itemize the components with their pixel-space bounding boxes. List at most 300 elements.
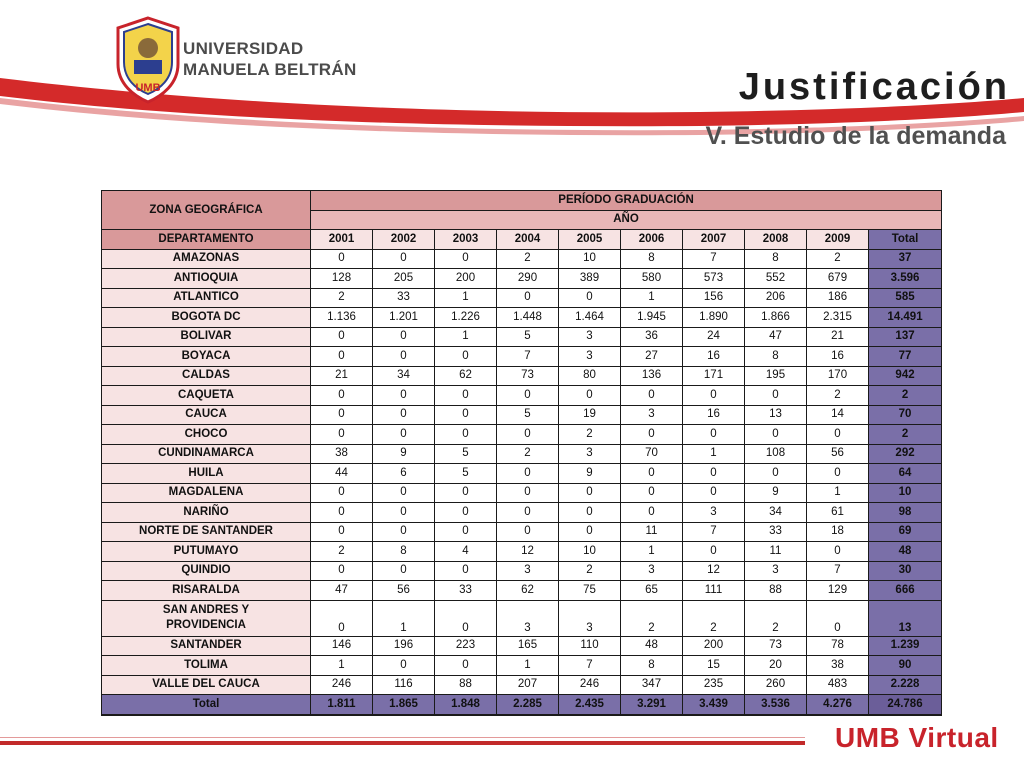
table-cell: 88	[435, 675, 497, 695]
table-cell: 47	[745, 327, 807, 347]
table-cell: 0	[559, 503, 621, 523]
table-row	[102, 600, 942, 636]
table-cell: 0	[745, 425, 807, 445]
table-cell: 223	[435, 636, 497, 656]
table-cell: 580	[621, 269, 683, 289]
table-row	[102, 444, 942, 464]
table-cell: 0	[435, 405, 497, 425]
table-header-row-1	[102, 191, 942, 211]
table-cell: 0	[373, 522, 435, 542]
department-name: BOYACA	[102, 347, 311, 367]
year-header-2002: 2002	[373, 230, 435, 250]
table-cell: 7	[559, 656, 621, 676]
table-cell: 5	[497, 327, 559, 347]
table-cell: 38	[311, 444, 373, 464]
row-total-cell: 1.239	[869, 636, 942, 656]
table-cell: 108	[745, 444, 807, 464]
table-cell: 3	[559, 327, 621, 347]
table-cell: 2	[807, 386, 869, 406]
table-cell: 0	[497, 503, 559, 523]
table-cell: 246	[559, 675, 621, 695]
table-cell: 552	[745, 269, 807, 289]
department-name: SANTANDER	[102, 636, 311, 656]
table-cell: 1.448	[497, 308, 559, 328]
table-cell: 0	[373, 327, 435, 347]
table-row	[102, 288, 942, 308]
table-cell: 0	[621, 464, 683, 484]
departamento-header: DEPARTAMENTO	[102, 230, 311, 250]
table-cell: 116	[373, 675, 435, 695]
year-total-cell: 3.536	[745, 695, 807, 715]
table-cell: 0	[621, 386, 683, 406]
department-name: VALLE DEL CAUCA	[102, 675, 311, 695]
table-cell: 679	[807, 269, 869, 289]
row-total-cell: 585	[869, 288, 942, 308]
table-cell: 0	[621, 503, 683, 523]
table-cell: 13	[745, 405, 807, 425]
table-cell: 61	[807, 503, 869, 523]
table-cell: 9	[373, 444, 435, 464]
table-cell: 0	[683, 386, 745, 406]
table-cell: 0	[311, 249, 373, 269]
table-cell: 0	[373, 656, 435, 676]
table-cell: 2	[559, 561, 621, 581]
table-cell: 21	[807, 327, 869, 347]
table-cell: 65	[621, 581, 683, 601]
year-total-cell: 2.435	[559, 695, 621, 715]
table-cell: 70	[621, 444, 683, 464]
row-total-cell: 48	[869, 542, 942, 562]
table-cell: 0	[683, 542, 745, 562]
table-cell: 78	[807, 636, 869, 656]
row-total-cell: 64	[869, 464, 942, 484]
table-header-row-3	[102, 230, 942, 250]
table-cell: 0	[683, 464, 745, 484]
table-cell: 7	[807, 561, 869, 581]
table-cell: 207	[497, 675, 559, 695]
page-subtitle: V. Estudio de la demanda	[705, 122, 1006, 150]
year-total-cell: 3.291	[621, 695, 683, 715]
year-total-cell: 1.811	[311, 695, 373, 715]
table-cell: 3	[497, 600, 559, 636]
table-cell: 27	[621, 347, 683, 367]
row-total-cell: 30	[869, 561, 942, 581]
table-row	[102, 522, 942, 542]
year-header-2008: 2008	[745, 230, 807, 250]
table-cell: 2	[683, 600, 745, 636]
department-name: HUILA	[102, 464, 311, 484]
department-name-line2: PROVIDENCIA	[166, 619, 246, 631]
table-cell: 0	[435, 561, 497, 581]
table-cell: 1	[435, 327, 497, 347]
table-cell: 171	[683, 366, 745, 386]
table-cell: 0	[373, 561, 435, 581]
table-cell: 0	[497, 483, 559, 503]
department-name: CHOCO	[102, 425, 311, 445]
table-cell: 3	[559, 347, 621, 367]
table-cell: 88	[745, 581, 807, 601]
university-name-line1: UNIVERSIDAD	[183, 39, 304, 58]
department-name: CALDAS	[102, 366, 311, 386]
table-cell: 33	[745, 522, 807, 542]
table-cell: 0	[435, 249, 497, 269]
table-cell: 0	[373, 386, 435, 406]
table-cell: 205	[373, 269, 435, 289]
table-cell: 0	[807, 425, 869, 445]
row-total-cell: 14.491	[869, 308, 942, 328]
table-cell: 8	[621, 249, 683, 269]
department-name: RISARALDA	[102, 581, 311, 601]
row-total-cell: 13	[869, 600, 942, 636]
table-cell: 2	[559, 425, 621, 445]
table-cell: 0	[559, 288, 621, 308]
department-name: NARIÑO	[102, 503, 311, 523]
year-header-2001: 2001	[311, 230, 373, 250]
table-cell: 3	[683, 503, 745, 523]
table-row	[102, 636, 942, 656]
table-row	[102, 483, 942, 503]
year-total-cell: 4.276	[807, 695, 869, 715]
table-cell: 11	[745, 542, 807, 562]
table-cell: 0	[621, 425, 683, 445]
table-cell: 0	[373, 483, 435, 503]
year-header-2004: 2004	[497, 230, 559, 250]
department-name: ATLANTICO	[102, 288, 311, 308]
table-cell: 347	[621, 675, 683, 695]
table-cell: 0	[311, 522, 373, 542]
table-cell: 0	[807, 464, 869, 484]
university-seal-logo	[112, 16, 184, 104]
table-row	[102, 425, 942, 445]
table-row	[102, 386, 942, 406]
table-cell: 1.136	[311, 308, 373, 328]
table-cell: 5	[497, 405, 559, 425]
year-total-cell: 1.865	[373, 695, 435, 715]
table-cell: 1	[497, 656, 559, 676]
table-cell: 2	[621, 600, 683, 636]
table-cell: 170	[807, 366, 869, 386]
table-cell: 16	[683, 347, 745, 367]
row-total-cell: 2	[869, 425, 942, 445]
table-cell: 0	[559, 483, 621, 503]
table-cell: 4	[435, 542, 497, 562]
table-cell: 21	[311, 366, 373, 386]
table-cell: 2	[311, 542, 373, 562]
table-cell: 0	[683, 425, 745, 445]
table-cell: 111	[683, 581, 745, 601]
department-name: QUINDIO	[102, 561, 311, 581]
table-cell: 0	[807, 542, 869, 562]
table-cell: 1.464	[559, 308, 621, 328]
table-cell: 7	[683, 249, 745, 269]
table-cell: 165	[497, 636, 559, 656]
table-cell: 1.226	[435, 308, 497, 328]
zona-geografica-header: ZONA GEOGRÁFICA	[102, 191, 311, 230]
table-row	[102, 249, 942, 269]
graduation-data-table	[101, 190, 942, 716]
table-cell: 48	[621, 636, 683, 656]
total-column-header: Total	[869, 230, 942, 250]
table-cell: 2	[807, 249, 869, 269]
department-name: BOGOTA DC	[102, 308, 311, 328]
row-total-cell: 90	[869, 656, 942, 676]
table-cell: 73	[497, 366, 559, 386]
table-cell: 3	[621, 405, 683, 425]
table-row	[102, 675, 942, 695]
year-header-2009: 2009	[807, 230, 869, 250]
department-name-line1: SAN ANDRES Y	[162, 604, 250, 616]
table-cell: 8	[745, 347, 807, 367]
table-cell: 10	[559, 542, 621, 562]
year-header-2005: 2005	[559, 230, 621, 250]
periodo-graduacion-header: PERÍODO GRADUACIÓN	[311, 191, 942, 211]
table-cell: 14	[807, 405, 869, 425]
table-cell: 15	[683, 656, 745, 676]
table-cell: 110	[559, 636, 621, 656]
department-name	[102, 600, 311, 636]
totals-label: Total	[102, 695, 311, 715]
totals-row	[102, 695, 942, 715]
department-name: PUTUMAYO	[102, 542, 311, 562]
table-cell: 10	[559, 249, 621, 269]
table-cell: 1.866	[745, 308, 807, 328]
table-cell: 5	[435, 444, 497, 464]
table-cell: 20	[745, 656, 807, 676]
university-name	[183, 38, 357, 80]
table-cell: 0	[435, 503, 497, 523]
table-row	[102, 405, 942, 425]
table-cell: 44	[311, 464, 373, 484]
footer-rule	[0, 741, 805, 745]
table-row	[102, 542, 942, 562]
table-row	[102, 366, 942, 386]
department-name: CAQUETA	[102, 386, 311, 406]
year-header-2007: 2007	[683, 230, 745, 250]
table-cell: 0	[373, 425, 435, 445]
year-total-cell: 2.285	[497, 695, 559, 715]
footer-accent-line	[0, 737, 805, 738]
table-cell: 0	[435, 483, 497, 503]
row-total-cell: 70	[869, 405, 942, 425]
row-total-cell: 98	[869, 503, 942, 523]
table-cell: 0	[311, 327, 373, 347]
table-cell: 260	[745, 675, 807, 695]
department-name: ANTIOQUIA	[102, 269, 311, 289]
table-cell: 1	[807, 483, 869, 503]
table-cell: 1.890	[683, 308, 745, 328]
table-cell: 186	[807, 288, 869, 308]
table-cell: 0	[311, 503, 373, 523]
row-total-cell: 3.596	[869, 269, 942, 289]
table-cell: 0	[435, 600, 497, 636]
table-cell: 7	[497, 347, 559, 367]
table-cell: 0	[435, 425, 497, 445]
table-cell: 128	[311, 269, 373, 289]
table-row	[102, 464, 942, 484]
table-cell: 0	[311, 483, 373, 503]
table-cell: 56	[807, 444, 869, 464]
table-cell: 12	[683, 561, 745, 581]
table-cell: 1	[373, 600, 435, 636]
table-cell: 0	[745, 464, 807, 484]
table-cell: 0	[435, 347, 497, 367]
table-cell: 73	[745, 636, 807, 656]
table-cell: 62	[435, 366, 497, 386]
row-total-cell: 2	[869, 386, 942, 406]
table-cell: 573	[683, 269, 745, 289]
table-cell: 0	[559, 522, 621, 542]
table-cell: 0	[311, 561, 373, 581]
table-row	[102, 269, 942, 289]
table-cell: 5	[435, 464, 497, 484]
table-cell: 7	[683, 522, 745, 542]
table-cell: 62	[497, 581, 559, 601]
table-cell: 246	[311, 675, 373, 695]
department-name: NORTE DE SANTANDER	[102, 522, 311, 542]
table-cell: 9	[745, 483, 807, 503]
year-total-cell: 3.439	[683, 695, 745, 715]
table-cell: 11	[621, 522, 683, 542]
table-cell: 0	[497, 464, 559, 484]
department-name: CUNDINAMARCA	[102, 444, 311, 464]
table-cell: 200	[435, 269, 497, 289]
table-cell: 0	[435, 656, 497, 676]
table-row	[102, 503, 942, 523]
table-cell: 206	[745, 288, 807, 308]
year-total-cell: 1.848	[435, 695, 497, 715]
table-cell: 483	[807, 675, 869, 695]
table-cell: 3	[621, 561, 683, 581]
table-cell: 3	[559, 444, 621, 464]
page-title: Justificación	[738, 66, 1010, 108]
table-cell: 36	[621, 327, 683, 347]
table-cell: 16	[807, 347, 869, 367]
table-cell: 8	[373, 542, 435, 562]
table-cell: 0	[373, 405, 435, 425]
table-cell: 3	[745, 561, 807, 581]
table-cell: 2	[497, 249, 559, 269]
table-cell: 18	[807, 522, 869, 542]
table-cell: 33	[373, 288, 435, 308]
table-cell: 0	[311, 405, 373, 425]
anio-header: AÑO	[311, 210, 942, 230]
table-cell: 0	[497, 522, 559, 542]
row-total-cell: 292	[869, 444, 942, 464]
year-header-2006: 2006	[621, 230, 683, 250]
table-cell: 8	[745, 249, 807, 269]
svg-text:UMB: UMB	[135, 82, 161, 94]
table-cell: 56	[373, 581, 435, 601]
table-cell: 12	[497, 542, 559, 562]
table-cell: 6	[373, 464, 435, 484]
table-cell: 38	[807, 656, 869, 676]
table-cell: 129	[807, 581, 869, 601]
department-name: MAGDALENA	[102, 483, 311, 503]
table-cell: 196	[373, 636, 435, 656]
table-cell: 235	[683, 675, 745, 695]
table-cell: 1	[683, 444, 745, 464]
table-cell: 156	[683, 288, 745, 308]
table-row	[102, 561, 942, 581]
table-cell: 33	[435, 581, 497, 601]
table-cell: 0	[373, 249, 435, 269]
table-row	[102, 656, 942, 676]
table-cell: 1	[435, 288, 497, 308]
table-cell: 1.201	[373, 308, 435, 328]
table-cell: 2	[497, 444, 559, 464]
row-total-cell: 2.228	[869, 675, 942, 695]
table-cell: 0	[311, 386, 373, 406]
table-cell: 0	[311, 347, 373, 367]
table-cell: 75	[559, 581, 621, 601]
table-cell: 2	[311, 288, 373, 308]
table-cell: 0	[559, 386, 621, 406]
table-cell: 0	[435, 386, 497, 406]
table-cell: 3	[497, 561, 559, 581]
row-total-cell: 37	[869, 249, 942, 269]
university-name-line2: MANUELA BELTRÁN	[183, 60, 357, 79]
table-cell: 34	[373, 366, 435, 386]
table-cell: 0	[497, 386, 559, 406]
table-cell: 136	[621, 366, 683, 386]
row-total-cell: 10	[869, 483, 942, 503]
table-cell: 0	[373, 503, 435, 523]
year-header-2003: 2003	[435, 230, 497, 250]
table-cell: 1.945	[621, 308, 683, 328]
table-cell: 1	[311, 656, 373, 676]
department-name: CAUCA	[102, 405, 311, 425]
table-cell: 9	[559, 464, 621, 484]
table-row	[102, 581, 942, 601]
table-cell: 0	[373, 347, 435, 367]
table-row	[102, 308, 942, 328]
table-cell: 47	[311, 581, 373, 601]
table-cell: 1	[621, 542, 683, 562]
department-name: BOLIVAR	[102, 327, 311, 347]
table-cell: 290	[497, 269, 559, 289]
grand-total-cell: 24.786	[869, 695, 942, 715]
table-cell: 0	[683, 483, 745, 503]
table-row	[102, 347, 942, 367]
table-cell: 24	[683, 327, 745, 347]
row-total-cell: 77	[869, 347, 942, 367]
table-cell: 2.315	[807, 308, 869, 328]
table-cell: 389	[559, 269, 621, 289]
table-cell: 200	[683, 636, 745, 656]
table-cell: 0	[497, 425, 559, 445]
department-name: TOLIMA	[102, 656, 311, 676]
table-cell: 0	[807, 600, 869, 636]
table-cell: 34	[745, 503, 807, 523]
department-name: AMAZONAS	[102, 249, 311, 269]
table-cell: 1	[621, 288, 683, 308]
row-total-cell: 942	[869, 366, 942, 386]
table-cell: 80	[559, 366, 621, 386]
table-cell: 0	[435, 522, 497, 542]
table-cell: 0	[621, 483, 683, 503]
table-cell: 0	[745, 386, 807, 406]
table-row	[102, 327, 942, 347]
table-cell: 2	[745, 600, 807, 636]
table-cell: 19	[559, 405, 621, 425]
table-cell: 3	[559, 600, 621, 636]
table-cell: 146	[311, 636, 373, 656]
row-total-cell: 69	[869, 522, 942, 542]
table-cell: 0	[311, 600, 373, 636]
table-cell: 0	[311, 425, 373, 445]
row-total-cell: 137	[869, 327, 942, 347]
table-cell: 0	[497, 288, 559, 308]
